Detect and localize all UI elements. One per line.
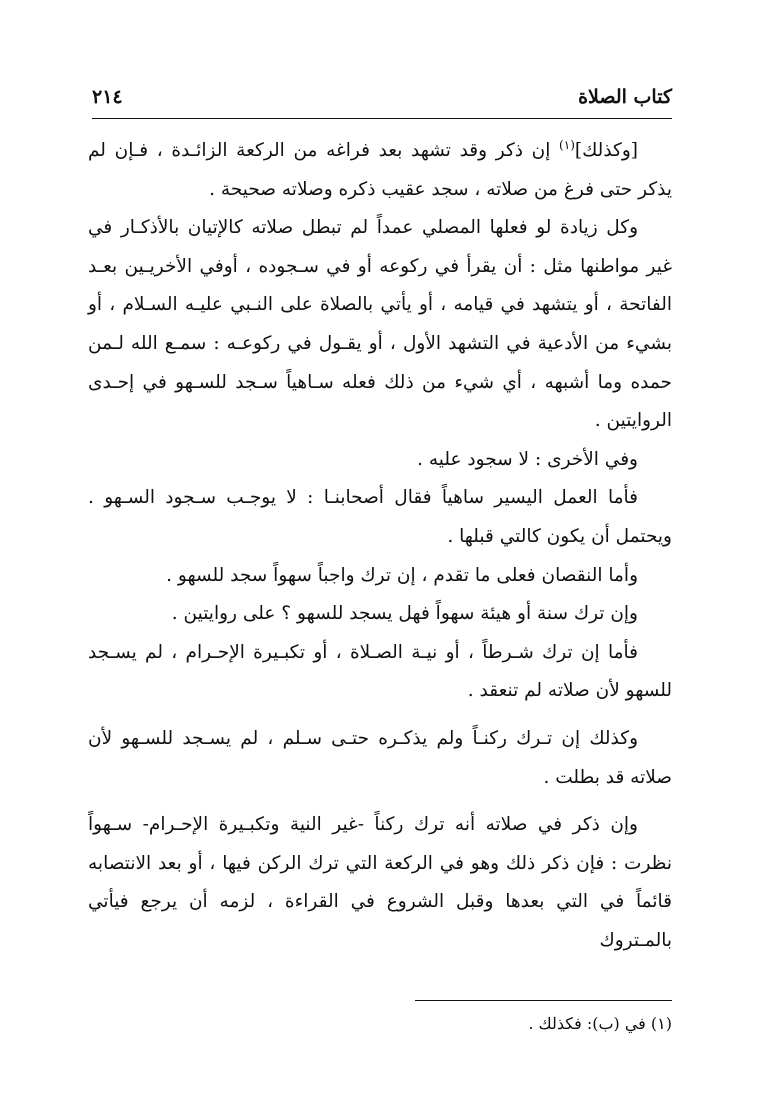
paragraph-1-text: إن ذكر وقد تشهد بعد فراغه من الركعة الزائـدة ، فـإن لم يذكر حتى فرغ من صلاته ، سجد عقيب ذكره وصلاته صحيحة .: [88, 140, 672, 200]
header-rule: [92, 118, 672, 119]
paragraph-1-opening: [وكذلك]: [574, 140, 638, 161]
paragraph-1: [88, 132, 672, 209]
page-number: ٢١٤: [92, 86, 123, 108]
paragraph-5: وأما النقصان فعلى ما تقدم ، إن ترك واجباً سهواً سجد للسهو .: [166, 564, 638, 586]
main-text: [88, 132, 672, 960]
paragraph-8: وكذلك إن تـرك ركنـاً ولم يذكـره حتـى سـلم ، لم يسـجد للسـهو لأن صلاته قد بطلت .: [88, 727, 672, 788]
header-title: كتاب الصلاة: [578, 86, 672, 108]
footnote-marker: (١): [559, 137, 575, 152]
running-header: [92, 86, 672, 116]
footnote: (١) في (ب): فكذلك .: [528, 1014, 672, 1033]
paragraph-4: فأما العمل اليسير ساهياً فقال أصحابنـا : لا يوجـب سـجود السـهو . ويحتمل أن يكون كالتي قبلها .: [88, 487, 672, 547]
paragraph-7: فأما إن ترك شـرطاً ، أو نيـة الصـلاة ، أو تكبـيرة الإحـرام ، لم يسـجد للسهو لأن صلاته لم تنعقد .: [88, 641, 672, 702]
paragraph-2: وكل زيادة لو فعلها المصلي عمداً لم تبطل صلاته كالإتيان بالأذكـار في غير مواطنها مثل : أن يقرأ في ركوعه أو في سـجوده ، أوفي الأخريـين بعـد الفاتحة ، أو يتشهد في قيامه ، أو يأتي بالصلاة على النـبي عليـه السـلام ، أو بشيء من الأدعية في التشهد الأول ، أو يقـول في ركوعـه : سمـع الله لـمن حمده وما أشبهه ، أي شيء من ذلك فعله سـاهياً سـجد للسـهو في إحـدى الروايتين .: [88, 217, 672, 432]
paragraph-9: وإن ذكر في صلاته أنه ترك ركناً -غير النية وتكبـيرة الإحـرام- سـهواً نظرت : فإن ذكر ذلك وهو في الركعة التي ترك الركن فيها ، أو بعد الانتصابه قائماً في التي بعدها وقبل الشروع في القراءة ، لزمه أن يرجع فيأتي بالمـتروك: [88, 814, 672, 951]
paragraph-3: وفي الأخرى : لا سجود عليه .: [417, 448, 638, 470]
footnote-rule: [415, 1000, 672, 1001]
paragraph-6: وإن ترك سنة أو هيئة سهواً فهل يسجد للسهو ؟ على روايتين .: [171, 603, 638, 625]
